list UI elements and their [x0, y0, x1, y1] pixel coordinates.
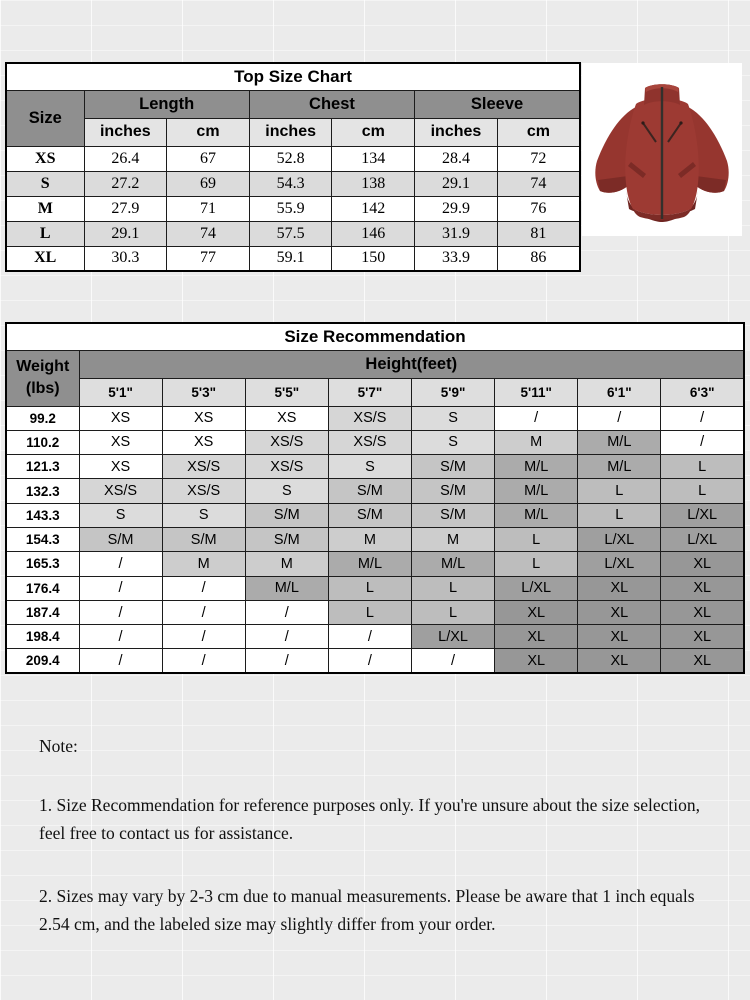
recommended-size-cell: /: [245, 625, 328, 649]
weight-value: 176.4: [6, 576, 79, 600]
recommended-size-cell: L/XL: [578, 552, 661, 576]
size-reco-heights-row: [6, 378, 744, 406]
height-col-label: 5'5": [245, 378, 328, 406]
size-chart-row: [6, 246, 580, 271]
height-col-label: 5'1": [79, 378, 162, 406]
recommended-size-cell: L/XL: [661, 527, 744, 551]
measurement-cell: 77: [167, 246, 250, 271]
size-reco-row: [6, 649, 744, 673]
measurement-cell: 67: [167, 146, 250, 171]
recommended-size-cell: S: [162, 503, 245, 527]
height-col-label: 6'3": [661, 378, 744, 406]
size-chart-row: [6, 221, 580, 246]
recommended-size-cell: XS: [79, 430, 162, 454]
recommended-size-cell: XL: [578, 625, 661, 649]
recommended-size-cell: L: [412, 576, 495, 600]
recommended-size-cell: L/XL: [661, 503, 744, 527]
recommended-size-cell: M: [245, 552, 328, 576]
recommended-size-cell: XS: [162, 406, 245, 430]
measurement-cell: 57.5: [249, 221, 332, 246]
weight-value: 143.3: [6, 503, 79, 527]
recommended-size-cell: S: [412, 430, 495, 454]
measurement-cell: 59.1: [249, 246, 332, 271]
unit-header: cm: [167, 118, 250, 146]
size-chart-title: Top Size Chart: [6, 63, 580, 90]
weight-value: 209.4: [6, 649, 79, 673]
weight-value: 121.3: [6, 455, 79, 479]
recommended-size-cell: L: [578, 479, 661, 503]
size-reco-row: [6, 600, 744, 624]
measurement-cell: 30.3: [84, 246, 167, 271]
recommended-size-cell: S/M: [79, 527, 162, 551]
weight-header: [6, 350, 79, 406]
size-chart-row: [6, 146, 580, 171]
recommended-size-cell: /: [162, 649, 245, 673]
weight-value: 110.2: [6, 430, 79, 454]
size-corner-label: Size: [6, 90, 84, 146]
height-header: Height(feet): [79, 350, 744, 378]
recommended-size-cell: S/M: [412, 479, 495, 503]
measurement-cell: 27.2: [84, 171, 167, 196]
recommended-size-cell: M/L: [578, 430, 661, 454]
recommended-size-cell: /: [495, 406, 578, 430]
measurement-cell: 76: [497, 196, 580, 221]
recommended-size-cell: /: [578, 406, 661, 430]
recommended-size-cell: XL: [495, 649, 578, 673]
size-label: S: [6, 171, 84, 196]
size-reco-title: Size Recommendation: [6, 323, 744, 350]
recommended-size-cell: L/XL: [578, 527, 661, 551]
measurement-cell: 81: [497, 221, 580, 246]
measurement-cell: 150: [332, 246, 415, 271]
measurement-cell: 29.1: [415, 171, 498, 196]
height-col-label: 5'11": [495, 378, 578, 406]
weight-value: 187.4: [6, 600, 79, 624]
measurement-cell: 69: [167, 171, 250, 196]
recommended-size-cell: XL: [661, 649, 744, 673]
recommended-size-cell: XL: [495, 600, 578, 624]
size-chart-unit-row: [6, 118, 580, 146]
recommended-size-cell: XL: [661, 576, 744, 600]
recommended-size-cell: XL: [578, 649, 661, 673]
recommended-size-cell: L/XL: [495, 576, 578, 600]
measurement-cell: 33.9: [415, 246, 498, 271]
measurement-cell: 31.9: [415, 221, 498, 246]
size-label: L: [6, 221, 84, 246]
size-reco-row: [6, 503, 744, 527]
recommended-size-cell: XL: [578, 576, 661, 600]
recommended-size-cell: S: [412, 406, 495, 430]
recommended-size-cell: M/L: [412, 552, 495, 576]
recommended-size-cell: XS/S: [328, 430, 411, 454]
recommended-size-cell: M: [412, 527, 495, 551]
recommended-size-cell: /: [412, 649, 495, 673]
recommended-size-cell: L: [412, 600, 495, 624]
measurement-cell: 86: [497, 246, 580, 271]
recommended-size-cell: /: [79, 576, 162, 600]
size-chart-title-row: [6, 63, 580, 90]
measurement-cell: 27.9: [84, 196, 167, 221]
size-reco-row: [6, 406, 744, 430]
size-reco-title-row: [6, 323, 744, 350]
size-label: XL: [6, 246, 84, 271]
measurement-cell: 29.9: [415, 196, 498, 221]
recommended-size-cell: M/L: [495, 479, 578, 503]
recommended-size-cell: S/M: [412, 503, 495, 527]
measurement-cell: 146: [332, 221, 415, 246]
weight-value: 99.2: [6, 406, 79, 430]
recommended-size-cell: S/M: [162, 527, 245, 551]
product-photo: [582, 63, 742, 236]
recommended-size-cell: M/L: [245, 576, 328, 600]
recommended-size-cell: XS: [79, 406, 162, 430]
measurement-cell: 29.1: [84, 221, 167, 246]
size-chart-row: [6, 171, 580, 196]
measurement-cell: 138: [332, 171, 415, 196]
measurement-cell: 71: [167, 196, 250, 221]
unit-header: cm: [332, 118, 415, 146]
recommended-size-cell: S: [245, 479, 328, 503]
recommended-size-cell: L: [661, 455, 744, 479]
recommended-size-cell: XS/S: [245, 455, 328, 479]
size-chart-body: [6, 146, 580, 271]
recommended-size-cell: S/M: [245, 503, 328, 527]
recommended-size-cell: S/M: [412, 455, 495, 479]
weight-value: 154.3: [6, 527, 79, 551]
weight-header-line1: Weight: [16, 358, 70, 376]
top-size-chart: [5, 62, 581, 272]
note-item-1: 1. Size Recommendation for reference purposes only. If you're unsure about the size selection, feel free to contact us for assistance.: [39, 795, 700, 844]
height-col-label: 5'7": [328, 378, 411, 406]
recommended-size-cell: L/XL: [412, 625, 495, 649]
weight-value: 132.3: [6, 479, 79, 503]
size-reco-row: [6, 625, 744, 649]
notes-heading: Note:: [39, 736, 78, 756]
recommended-size-cell: S/M: [328, 503, 411, 527]
group-header-sleeve: Sleeve: [415, 90, 580, 118]
note-item-2: 2. Sizes may vary by 2-3 cm due to manual measurements. Please be aware that 1 inch equals 2.54 cm, and the labeled size may slightly differ from your order.: [39, 885, 695, 935]
recommended-size-cell: /: [661, 406, 744, 430]
measurement-cell: 74: [167, 221, 250, 246]
size-recommendation-table: [5, 322, 745, 674]
measurement-cell: 55.9: [249, 196, 332, 221]
unit-header: cm: [497, 118, 580, 146]
recommended-size-cell: XL: [578, 600, 661, 624]
recommended-size-cell: L: [328, 576, 411, 600]
measurement-cell: 72: [497, 146, 580, 171]
size-reco-row: [6, 576, 744, 600]
measurement-cell: 52.8: [249, 146, 332, 171]
recommended-size-cell: XS/S: [79, 479, 162, 503]
size-reco-header-row: [6, 350, 744, 378]
recommended-size-cell: M: [162, 552, 245, 576]
recommended-size-cell: S/M: [328, 479, 411, 503]
recommended-size-cell: /: [79, 600, 162, 624]
recommended-size-cell: XL: [661, 625, 744, 649]
recommended-size-cell: XS: [245, 406, 328, 430]
top-size-chart-table: [5, 62, 581, 272]
size-recommendation: [5, 322, 745, 674]
recommended-size-cell: S: [79, 503, 162, 527]
recommended-size-cell: /: [162, 625, 245, 649]
measurement-cell: 26.4: [84, 146, 167, 171]
recommended-size-cell: XL: [495, 625, 578, 649]
recommended-size-cell: S: [328, 455, 411, 479]
recommended-size-cell: /: [79, 649, 162, 673]
recommended-size-cell: XL: [661, 600, 744, 624]
size-reco-row: [6, 527, 744, 551]
recommended-size-cell: XS/S: [162, 455, 245, 479]
size-reco-row: [6, 479, 744, 503]
size-reco-row: [6, 455, 744, 479]
recommended-size-cell: /: [162, 576, 245, 600]
weight-value: 165.3: [6, 552, 79, 576]
size-reco-row: [6, 430, 744, 454]
recommended-size-cell: M/L: [495, 455, 578, 479]
recommended-size-cell: /: [245, 649, 328, 673]
unit-header: inches: [415, 118, 498, 146]
weight-header-line2: (lbs): [25, 380, 60, 397]
size-label: M: [6, 196, 84, 221]
size-chart-group-row: [6, 90, 580, 118]
size-chart-row: [6, 196, 580, 221]
unit-header: inches: [84, 118, 167, 146]
recommended-size-cell: XS/S: [328, 406, 411, 430]
size-reco-row: [6, 552, 744, 576]
size-reco-body: [6, 406, 744, 673]
measurement-cell: 54.3: [249, 171, 332, 196]
recommended-size-cell: L: [495, 552, 578, 576]
measurement-cell: 134: [332, 146, 415, 171]
recommended-size-cell: XS/S: [245, 430, 328, 454]
recommended-size-cell: /: [162, 600, 245, 624]
recommended-size-cell: /: [328, 625, 411, 649]
measurement-cell: 74: [497, 171, 580, 196]
recommended-size-cell: /: [661, 430, 744, 454]
recommended-size-cell: XS: [79, 455, 162, 479]
notes-section: [39, 736, 717, 938]
recommended-size-cell: L: [661, 479, 744, 503]
weight-value: 198.4: [6, 625, 79, 649]
recommended-size-cell: M/L: [328, 552, 411, 576]
recommended-size-cell: /: [79, 552, 162, 576]
unit-header: inches: [249, 118, 332, 146]
measurement-cell: 28.4: [415, 146, 498, 171]
red-jacket-image: [582, 63, 742, 236]
recommended-size-cell: M: [328, 527, 411, 551]
height-col-label: 6'1": [578, 378, 661, 406]
recommended-size-cell: M/L: [578, 455, 661, 479]
height-col-label: 5'9": [412, 378, 495, 406]
recommended-size-cell: L: [495, 527, 578, 551]
group-header-chest: Chest: [249, 90, 414, 118]
recommended-size-cell: /: [245, 600, 328, 624]
measurement-cell: 142: [332, 196, 415, 221]
recommended-size-cell: S/M: [245, 527, 328, 551]
recommended-size-cell: L: [328, 600, 411, 624]
size-label: XS: [6, 146, 84, 171]
recommended-size-cell: XS/S: [162, 479, 245, 503]
recommended-size-cell: M/L: [495, 503, 578, 527]
height-col-label: 5'3": [162, 378, 245, 406]
recommended-size-cell: /: [328, 649, 411, 673]
recommended-size-cell: XS: [162, 430, 245, 454]
group-header-length: Length: [84, 90, 249, 118]
recommended-size-cell: M: [495, 430, 578, 454]
recommended-size-cell: L: [578, 503, 661, 527]
recommended-size-cell: XL: [661, 552, 744, 576]
recommended-size-cell: /: [79, 625, 162, 649]
